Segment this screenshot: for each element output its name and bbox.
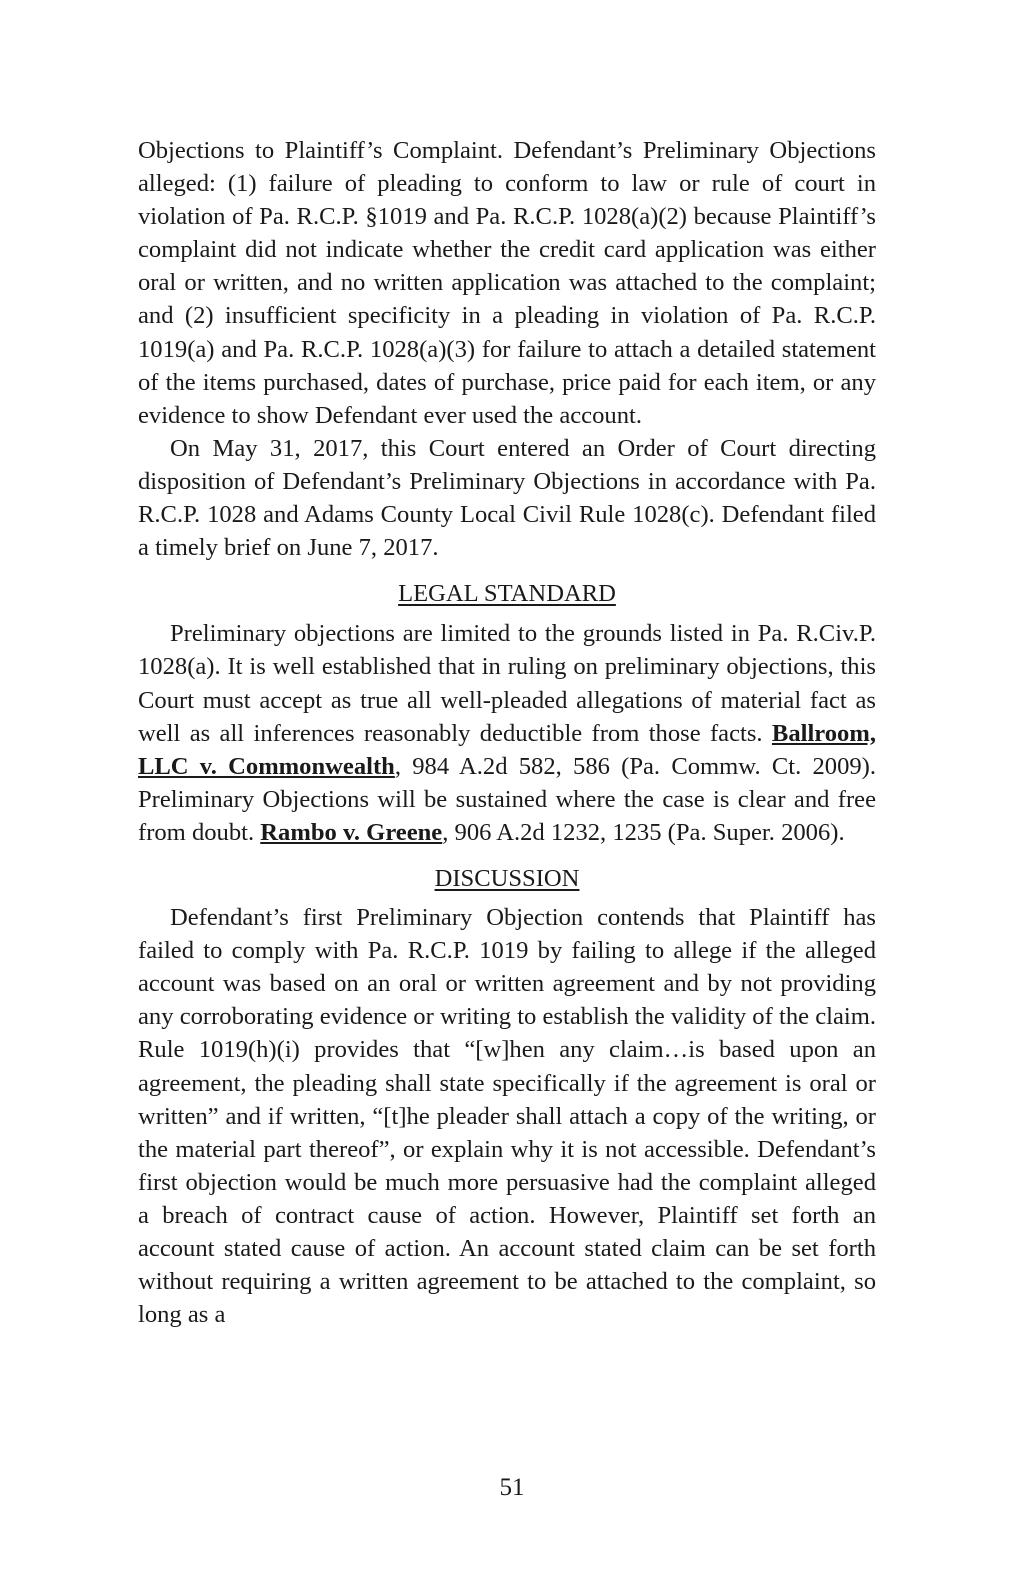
case-citation-ballroom: Ballroom, LLC v. Commonwealth [138, 719, 876, 780]
section-heading-legal-standard: LEGAL STANDARD [398, 580, 616, 608]
paragraph-discussion: Defendant’s first Preliminary Objection contends that Plaintiff has failed to comply with Pa. R.C.P. 1019 by failing to allege if the alleged account was based on an oral or written agreement and by not providing any corroborating evidence or writing to establish the validity of the claim. Rule 1019(h)(i) provides that “[w]hen any claim…is based upon an agreement, the pleading shall state specifically if the agreement is oral or written” and if written, “[t]he pleader shall attach a copy of the writing, or the material part thereof”, or explain why it is not accessible. Defendant’s first objection would be much more persuasive had the complaint alleged a breach of contract cause of action. However, Plaintiff set forth an account stated cause of action. An account stated claim can be set forth without requiring a written agreement to be attached to the complaint, so long as a [138, 904, 876, 1329]
legal-text-part-1: Preliminary objections are limited to the grounds listed in Pa. R.Civ.P. 1028(a). It is well established that in ruling on preliminary objections, this Court must accept as true all well-pleaded allegations of material fact as well as all inferences reasonably deductible from those facts. [138, 620, 876, 747]
legal-text-part-3: , 906 A.2d 1232, 1235 (Pa. Super. 2006). [442, 818, 845, 846]
section-heading-discussion: DISCUSSION [434, 864, 580, 892]
paragraph-legal-standard [138, 617, 876, 849]
paragraph-order-of-court: On May 31, 2017, this Court entered an Order of Court directing disposition of Defendant’s Preliminary Objections in accordance with Pa. R.C.P. 1028 and Adams County Local Civil Rule 1028(c). Defendant filed a timely brief on June 7, 2017. [138, 434, 876, 562]
legal-text-part-2: , 984 A.2d 582, 586 (Pa. Commw. Ct. 2009). Preliminary Objections will be sustained where the case is clear and free from doubt. [138, 752, 876, 846]
page-number: 51 [499, 1474, 525, 1501]
page-body [138, 134, 876, 1331]
case-citation-rambo: Rambo v. Greene [260, 818, 443, 846]
paragraph-objections: Objections to Plaintiff’s Complaint. Defendant’s Preliminary Objections alleged: (1) failure of pleading to conform to law or rule of court in violation of Pa. R.C.P. §1019 and Pa. R.C.P. 1028(a)(2) because Plaintiff’s complaint did not indicate whether the credit card application was either oral or written, and no written application was attached to the complaint; and (2) insufficient specificity in a pleading in violation of Pa. R.C.P. 1019(a) and Pa. R.C.P. 1028(a)(3) for failure to attach a detailed statement of the items purchased, dates of purchase, price paid for each item, or any evidence to show Defendant ever used the account. [138, 137, 876, 429]
